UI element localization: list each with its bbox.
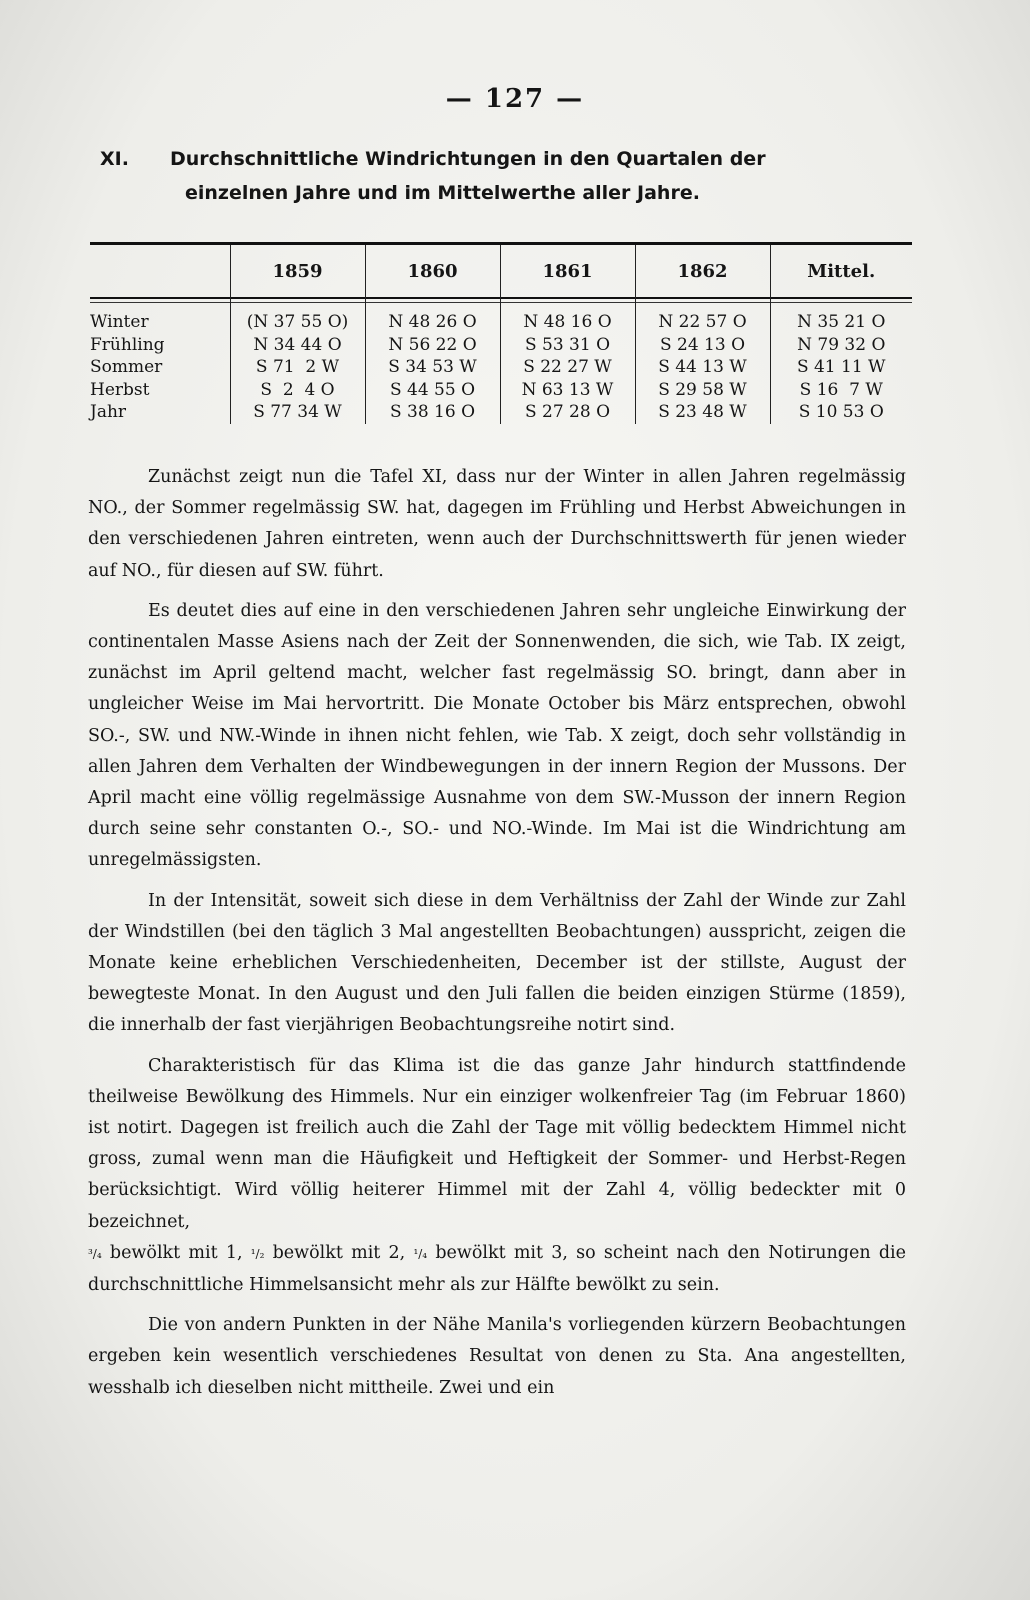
fraction: ³/₄ [88,1246,102,1261]
table-cell: N 22 57 O [635,297,770,334]
table-cell: S 71 2 W [230,356,365,379]
table-cell: N 34 44 O [230,334,365,357]
paragraph: Die von andern Punkten in der Nähe Manila's vorliegenden kürzern Beobachtungen ergeben kein wesentlich verschiedenes Resultat von denen zu Sta. Ana angestellten, wesshalb ich dieselben nicht mittheile. Zwei und ein [88,1315,906,1398]
table-cell: N 48 16 O [500,297,635,334]
paragraph-text: Charakteristisch für das Klima ist die das ganze Jahr hindurch stattfindende theilweise Bewölkung des Himmels. Nur ein einziger wolkenfreier Tag (im Februar 1860) ist notirt. Dagegen ist freilich auch die Zahl der Tage mit völlig bedecktem Himmel nicht gross, zumal wenn man die Häufigkeit und Heftigkeit der Sommer- und Herbst-Regen berücksichtigt. Wird völlig heiterer Himmel mit der Zahl 4, völlig bedeckter mit 0 bezeichnet, [88,1055,906,1232]
table-cell: (N 37 55 O) [230,297,365,334]
row-label: Sommer [90,357,163,377]
table-cell: S 16 7 W [770,379,912,402]
table-cell: N 35 21 O [770,297,912,334]
table-cell: S 23 48 W [635,401,770,424]
paragraph-text: bewölkt mit 2, [264,1242,414,1263]
table-cell: S 77 34 W [230,401,365,424]
header-1861: 1861 [500,245,635,297]
paragraph: In der Intensität, soweit sich diese in dem Verhältniss der Zahl der Winde zur Zahl der Windstillen (bei den täglich 3 Mal angestellten Beobachtungen) ausspricht, zeigen die Monate keine erheblichen Verschiedenheiten, December ist der stillste, August der bewegteste Monat. In den August und den Juli fallen die beiden einzigen Stürme (1859), die innerhalb der fast vierjährigen Beobachtungsreihe notirt sind. [88,890,906,1036]
body-text [88,462,906,1413]
header-1860: 1860 [365,245,500,297]
table-row [90,379,912,402]
paragraph-text: bewölkt mit 3, so scheint nach den Notirungen die durchschnittliche Himmelsansicht mehr als zur Hälfte bewölkt zu sein. [88,1242,906,1296]
header-1859: 1859 [230,245,365,297]
table-cell: N 48 26 O [365,297,500,334]
table-cell: N 63 13 W [500,379,635,402]
table-cell: S 38 16 O [365,401,500,424]
table-cell: N 79 32 O [770,334,912,357]
fraction: ¹/₂ [250,1246,265,1261]
row-label: Frühling [90,334,165,355]
row-label: Winter [90,312,149,332]
table-row [90,297,912,334]
table-row [90,401,912,424]
table-row [90,334,912,357]
page-number: — 127 — [445,84,585,114]
paragraph: Zunächst zeigt nun die Tafel XI, dass nur der Winter in allen Jahren regelmässig NO., der Sommer regelmässig SW. hat, dagegen im Frühling und Herbst Abweichungen in den verschiedenen Jahren eintreten, wenn auch der Durchschnittswerth für jenen wieder auf NO., für diesen auf SW. führt. [88,467,906,581]
table-title-line2: einzelnen Jahre und im Mittelwerthe aller Jahre. [185,182,700,204]
table-title [100,142,920,210]
table-cell: S 44 13 W [635,356,770,379]
table-cell: N 56 22 O [365,334,500,357]
paragraph-cloud-cover [88,1051,906,1302]
table-cell: S 34 53 W [365,356,500,379]
table-cell: S 41 11 W [770,356,912,379]
table-cell: S 29 58 W [635,379,770,402]
table-cell: S 44 55 O [365,379,500,402]
wind-direction-table [90,245,912,424]
header-1862: 1862 [635,245,770,297]
table-cell: S 24 13 O [635,334,770,357]
paragraph: Es deutet dies auf eine in den verschiedenen Jahren sehr ungleiche Einwirkung der continentalen Masse Asiens nach der Zeit der Sonnenwenden, die sich, wie Tab. IX zeigt, zunächst im April geltend macht, welcher fast regelmässig SO. bringt, dann aber in ungleicher Weise im Mai hervortritt. Die Monate October bis März entsprechen, obwohl SO.-, SW. und NW.-Winde in ihnen nicht fehlen, wie Tab. X zeigt, doch sehr vollständig in allen Jahren dem Verhalten der Windbewegungen in der innern Region der Mussons. Der April macht eine völlig regelmässige Ausnahme von dem SW.-Musson der innern Region durch seine sehr constanten O.-, SO.- und NO.-Winde. Im Mai ist die Windrichtung am unregelmässigsten. [88,600,906,871]
table-cell: S 27 28 O [500,401,635,424]
header-corner [90,245,230,297]
table-row [90,356,912,379]
table-cell: S 10 53 O [770,401,912,424]
row-label: Jahr [90,402,127,422]
table-cell: S 53 31 O [500,334,635,357]
paragraph-text: bewölkt mit 1, [101,1242,251,1263]
table-cell: S 22 27 W [500,356,635,379]
table-title-line1: Durchschnittliche Windrichtungen in den Quartalen der [170,148,766,170]
row-label: Herbst [90,379,150,400]
table-header-row [90,245,912,297]
table-cell: S 2 4 O [230,379,365,402]
table-number: XI. [100,148,129,170]
header-mittel: Mittel. [770,245,912,297]
fraction: ¹/₄ [413,1246,428,1261]
